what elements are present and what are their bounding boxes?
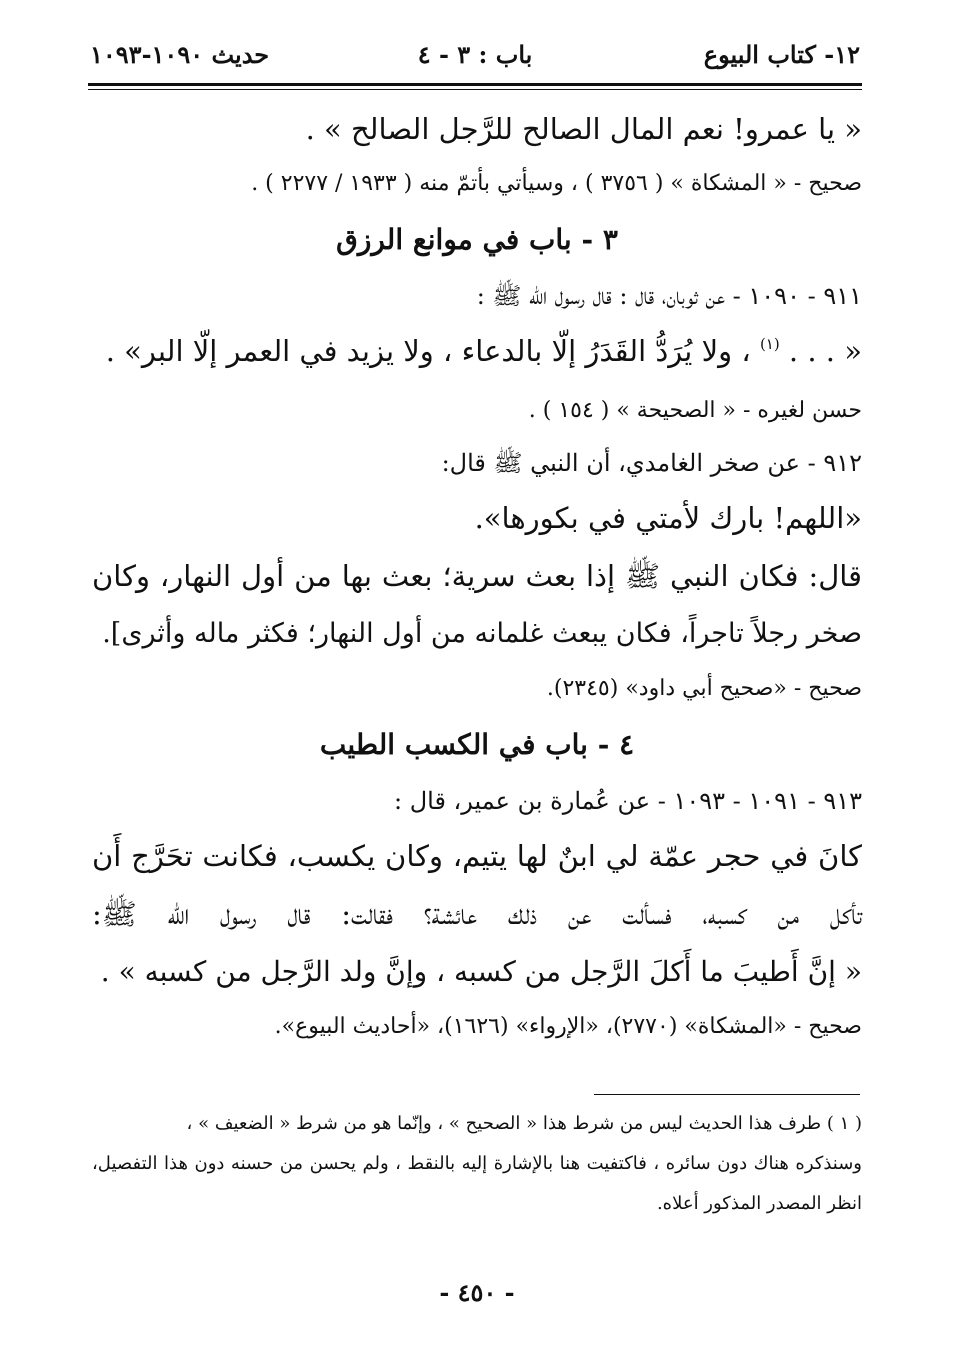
hadith-text bbox=[92, 322, 862, 385]
footnote-line: وسنذكره هناك دون سائره ، فاكتفيت هنا بالإشارة إليه بالنقط ، ولم يحسن من حسنه دون هذا التفصيل، bbox=[92, 1153, 862, 1174]
hadith-text: « إنَّ أَطيبَ ما أَكلَ الرَّجل من كسبه ، وإنَّ ولد الرَّجل من كسبه » . bbox=[100, 955, 862, 988]
chapter-heading: ٤ - باب في الكسب الطيب bbox=[319, 728, 635, 761]
header-rule-thick bbox=[88, 83, 862, 86]
hadith-grading: صحيح - « المشكاة » ( ٣٧٥٦ ) ، وسيأتي بأتمّ منه ( ١٩٣٣ / ٢٢٧٧ ) . bbox=[251, 171, 862, 196]
hadith-grading: صحيح - «صحيح أبي داود» (٢٣٤٥). bbox=[546, 676, 862, 701]
header-rule-thin bbox=[88, 89, 862, 90]
hadith-chain: ٩١٢ - عن صخر الغامدي، أن النبي ﷺ قال: bbox=[441, 449, 862, 477]
footnote-line: ( ١ ) طرف هذا الحديث ليس من شرط هذا « الصحيح » ، وإنّما هو من شرط « الضعيف » ، bbox=[186, 1113, 862, 1134]
page-body bbox=[92, 100, 862, 1053]
hadith-text: « يا عمرو! نعم المال الصالح للرَّجل الصالح » . bbox=[305, 112, 862, 146]
page-number: - ٤٥٠ - bbox=[439, 1278, 515, 1307]
footnote-line: انظر المصدر المذكور أعلاه. bbox=[656, 1193, 862, 1214]
hadith-text-part: ، ولا يُرَدُّ القَدَرُ إلّا بالدعاء ، ولا يزيد في العمر إلّا البر» . bbox=[105, 334, 760, 368]
header-hadith-range: حديث ١٠٩٠-١٠٩٣ bbox=[90, 40, 270, 69]
hadith-chain: ٩١١ - ١٠٩٠ - عن ثوبان، قال : قال رسول الله ﷺ : bbox=[476, 282, 862, 310]
chapter-heading: ٣ - باب في موانع الرزق bbox=[336, 223, 618, 256]
running-header bbox=[90, 34, 860, 78]
footnotes bbox=[92, 1104, 862, 1224]
hadith-grading: حسن لغيره - « الصحيحة » ( ١٥٤ ) . bbox=[528, 398, 862, 423]
hadith-chain: ٩١٣ - ١٠٩١ - ١٠٩٣ - عن عُمارة بن عمير، قال : bbox=[393, 787, 862, 815]
hadith-text: قال: فكان النبي ﷺ إذا بعث سرية؛ بعث بها من أول النهار، وكان bbox=[92, 559, 862, 593]
footnote-separator bbox=[594, 1094, 860, 1095]
hadith-text: كانَ في حجر عمّة لي ابنٌ لها يتيم، وكان يكسب، فكانت تحَرَّج أَن bbox=[92, 839, 862, 873]
hadith-grading: صحيح - «المشكاة» (٢٧٧٠)، «الإرواء» (١٦٢٦)، «أحاديث البيوع». bbox=[274, 1014, 862, 1039]
footnote-reference[interactable]: (١) bbox=[759, 335, 780, 353]
hadith-text: تأكل من كسبه، فسألت عن ذلك عائشة؟ فقالت: قال رسول الله ﷺ: bbox=[92, 897, 862, 931]
header-chapter-range: باب : ٣ - ٤ bbox=[417, 40, 533, 69]
hadith-text-part: « . . . bbox=[779, 334, 862, 368]
hadith-text: صخر رجلاً تاجراً، فكان يبعث غلمانه من أول النهار؛ فكثر ماله وأثرى]. bbox=[102, 618, 862, 649]
hadith-text: «اللهم! بارك لأمتي في بكورها». bbox=[474, 501, 862, 535]
header-book-title: ١٢- كتاب البيوع bbox=[703, 40, 860, 69]
